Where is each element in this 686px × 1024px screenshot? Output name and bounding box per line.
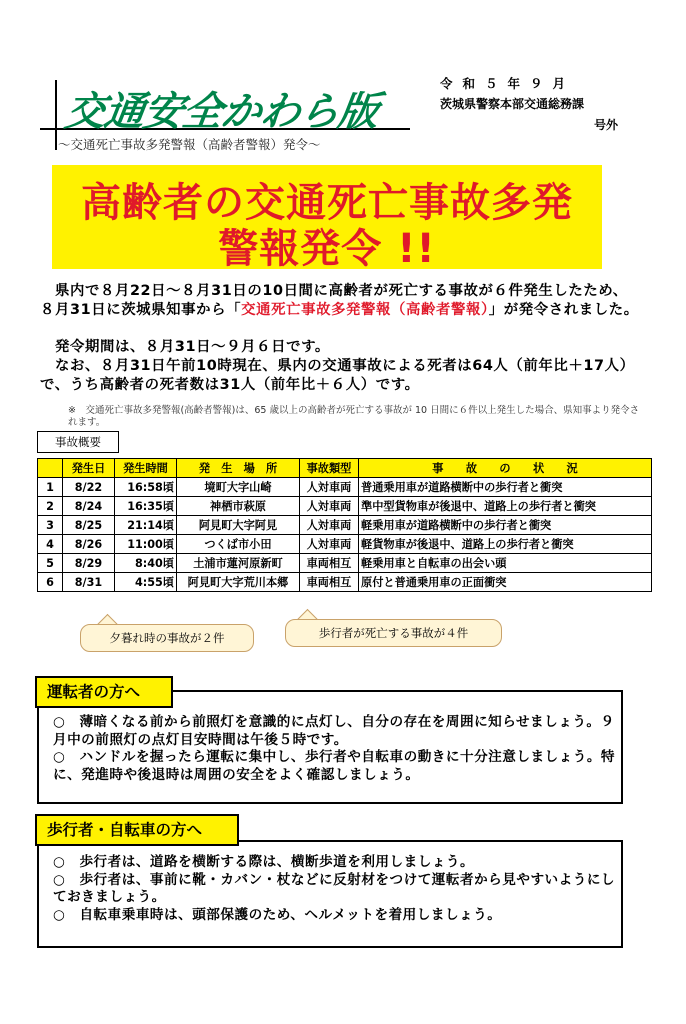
list-item: ○ 歩行者は、事前に靴・カバン・杖などに反射材をつけて運転者から見やすいようにしておきましょう。 bbox=[53, 871, 616, 905]
intro-paragraph-3: なお、８月31日午前10時現在、県内の交通事故による死者は64人（前年比＋17人）で、うち高齢者の死者数は31人（前年比＋６人）です。 bbox=[40, 358, 635, 393]
row-time: 16:35頃 bbox=[115, 497, 177, 516]
accident-table bbox=[37, 458, 652, 592]
row-situation: 軽貨物車が後退中、道路上の歩行者と衝突 bbox=[359, 535, 652, 554]
row-date: 8/22 bbox=[63, 478, 115, 497]
list-item: ○ ハンドルを握ったら運転に集中し、歩行者や自転車の動きに十分注意しましょう。特に、発進時や後退時は周囲の安全をよく確認しましょう。 bbox=[53, 749, 616, 783]
drivers-section-label: 運転者の方へ bbox=[35, 676, 173, 708]
alert-banner bbox=[52, 165, 602, 272]
newsletter-title: 交通安全かわら版 bbox=[62, 88, 381, 135]
warning-name: 交通死亡事故多発警報（高齢者警報） bbox=[241, 301, 489, 318]
intro-paragraph-2: 発令期間は、８月31日～９月６日です。 bbox=[40, 339, 330, 355]
row-date: 8/29 bbox=[63, 554, 115, 573]
drivers-advice-list bbox=[53, 714, 618, 784]
row-no: 5 bbox=[38, 554, 63, 573]
row-location: 阿見町大字荒川本郷 bbox=[177, 573, 300, 592]
row-situation: 原付と普通乗用車の正面衝突 bbox=[359, 573, 652, 592]
header-situation: 事 故 の 状 況 bbox=[359, 459, 652, 478]
row-situation: 準中型貨物車が後退中、道路上の歩行者と衝突 bbox=[359, 497, 652, 516]
row-location: 境町大字山崎 bbox=[177, 478, 300, 497]
row-date: 8/25 bbox=[63, 516, 115, 535]
summary-label: 事故概要 bbox=[37, 431, 119, 453]
row-location: 阿見町大字阿見 bbox=[177, 516, 300, 535]
table-row bbox=[38, 554, 652, 573]
row-situation: 軽乗用車が道路横断中の歩行者と衝突 bbox=[359, 516, 652, 535]
table-row bbox=[38, 478, 652, 497]
row-date: 8/24 bbox=[63, 497, 115, 516]
row-no: 6 bbox=[38, 573, 63, 592]
intro-text-a: 県内で８月22日～８月31日の10日間に高齢者が死亡する事故が６件発生したため、８月31日に茨城県知事から「 bbox=[40, 283, 628, 318]
row-type: 車両相互 bbox=[300, 573, 359, 592]
row-type: 人対車両 bbox=[300, 497, 359, 516]
row-time: 11:00頃 bbox=[115, 535, 177, 554]
row-date: 8/31 bbox=[63, 573, 115, 592]
list-item: ○ 歩行者は、道路を横断する際は、横断歩道を利用しましょう。 bbox=[53, 854, 475, 870]
header-location: 発 生 場 所 bbox=[177, 459, 300, 478]
callout-pedestrian-accidents: 歩行者が死亡する事故が４件 bbox=[285, 619, 502, 647]
issuer: 茨城県警察本部交通総務課 bbox=[440, 97, 585, 111]
intro-paragraph-1 bbox=[40, 282, 640, 319]
row-type: 車両相互 bbox=[300, 554, 359, 573]
pedestrians-advice-list bbox=[53, 854, 618, 924]
row-time: 16:58頃 bbox=[115, 478, 177, 497]
row-situation: 普通乗用車が道路横断中の歩行者と衝突 bbox=[359, 478, 652, 497]
table-row bbox=[38, 497, 652, 516]
header-date: 発生日 bbox=[63, 459, 115, 478]
list-item: ○ 薄暗くなる前から前照灯を意識的に点灯し、自分の存在を周囲に知らせましょう。９月中の前照灯の点灯目安時間は午後５時です。 bbox=[53, 714, 615, 748]
row-no: 1 bbox=[38, 478, 63, 497]
table-row bbox=[38, 573, 652, 592]
row-no: 4 bbox=[38, 535, 63, 554]
row-no: 2 bbox=[38, 497, 63, 516]
table-row bbox=[38, 535, 652, 554]
header-no bbox=[38, 459, 63, 478]
row-date: 8/26 bbox=[63, 535, 115, 554]
row-location: 神栖市萩原 bbox=[177, 497, 300, 516]
row-location: つくば市小田 bbox=[177, 535, 300, 554]
row-situation: 軽乗用車と自転車の出会い頭 bbox=[359, 554, 652, 573]
row-time: 8:40頃 bbox=[115, 554, 177, 573]
table-header-row bbox=[38, 459, 652, 478]
header-time: 発生時間 bbox=[115, 459, 177, 478]
row-time: 21:14頃 bbox=[115, 516, 177, 535]
extra-edition-label: 号外 bbox=[594, 118, 619, 132]
alert-headline-line-2: 警報発令 !! bbox=[218, 226, 436, 272]
table-row bbox=[38, 516, 652, 535]
row-type: 人対車両 bbox=[300, 478, 359, 497]
pedestrians-section-label: 歩行者・自転車の方へ bbox=[35, 814, 239, 846]
list-item: ○ 自転車乗車時は、頭部保護のため、ヘルメットを着用しましょう。 bbox=[53, 906, 502, 923]
row-type: 人対車両 bbox=[300, 535, 359, 554]
callout-dusk-accidents: 夕暮れ時の事故が２件 bbox=[80, 624, 254, 652]
pedestrians-advice-box bbox=[37, 840, 623, 948]
title-rule-vertical bbox=[55, 80, 57, 150]
newsletter-subtitle: ～交通死亡事故多発警報（高齢者警報）発令～ bbox=[58, 137, 321, 152]
intro-text-b: 」が発令されました。 bbox=[488, 301, 639, 318]
footnote: ※ 交通死亡事故多発警報(高齢者警報)は、65 歳以上の高齢者が死亡する事故が 10 日間に６件以上発生した場合、県知事より発令されます。 bbox=[68, 405, 640, 428]
issue-date: 令和５年９月 bbox=[440, 76, 576, 91]
alert-headline-line-1: 高齢者の交通死亡事故多発 bbox=[81, 180, 573, 226]
row-no: 3 bbox=[38, 516, 63, 535]
row-type: 人対車両 bbox=[300, 516, 359, 535]
row-location: 土浦市蓮河原新町 bbox=[177, 554, 300, 573]
header-type: 事故類型 bbox=[300, 459, 359, 478]
row-time: 4:55頃 bbox=[115, 573, 177, 592]
